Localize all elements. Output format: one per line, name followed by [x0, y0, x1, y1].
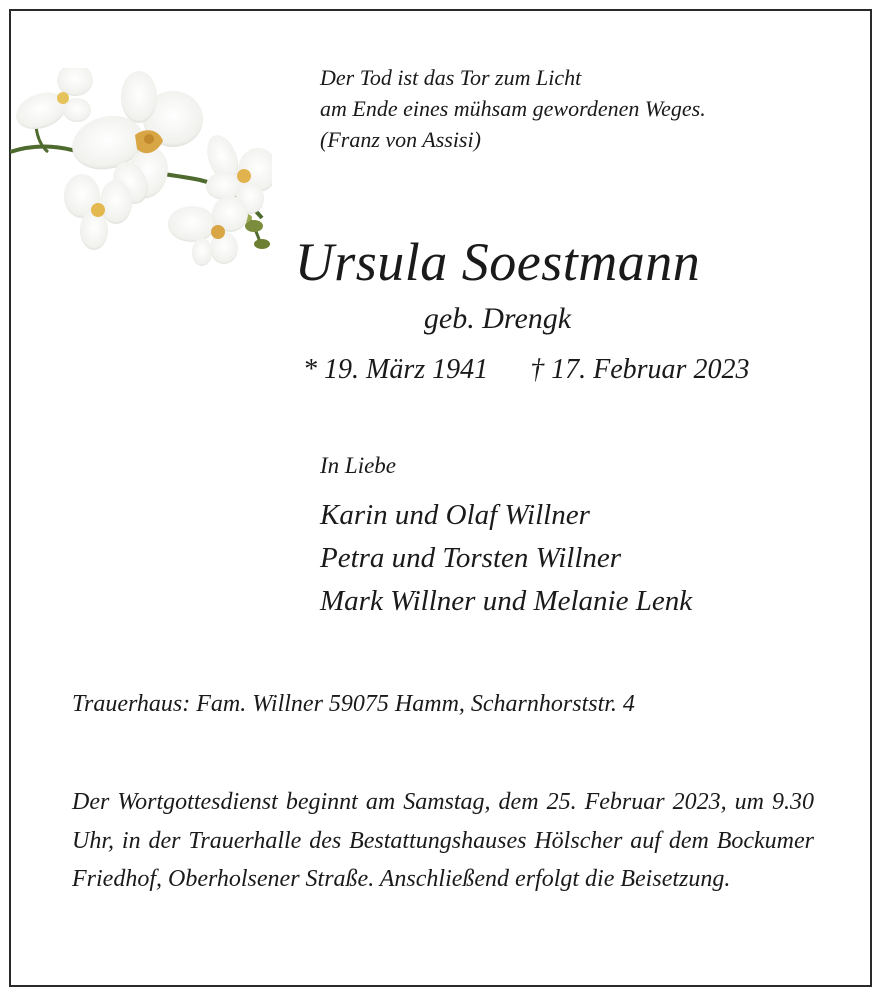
- mourners-list: [320, 494, 692, 623]
- service-details: Der Wortgottesdienst beginnt am Samstag, dem 25. Februar 2023, um 9.30 Uhr, in der Trauerhalle des Bestattungshauses Hölscher auf dem Bockumer Friedhof, Oberholsener Straße. Anschließend erfolgt die Beisetzung.: [72, 789, 814, 892]
- birth-date: * 19. März 1941: [303, 354, 489, 385]
- death-date: † 17. Februar 2023: [530, 354, 750, 385]
- quote-block: [320, 62, 840, 155]
- mourner-name: Mark Willner und Melanie Lenk: [320, 585, 693, 617]
- deceased-name: Ursula Soestmann: [294, 232, 701, 292]
- mourner-name: Karin und Olaf Willner: [320, 499, 590, 531]
- mourner-name: Petra und Torsten Willner: [320, 542, 622, 574]
- quote-author: (Franz von Assisi): [320, 127, 481, 152]
- house-of-mourning: Trauerhaus: Fam. Willner 59075 Hamm, Scharnhorststr. 4: [72, 691, 635, 717]
- quote-line: Der Tod ist das Tor zum Licht: [320, 65, 582, 90]
- quote-line: am Ende eines mühsam gewordenen Weges.: [320, 96, 706, 121]
- life-dates: [303, 352, 749, 388]
- birth-name: geb. Drengk: [423, 302, 572, 335]
- mourners-intro: In Liebe: [320, 453, 397, 478]
